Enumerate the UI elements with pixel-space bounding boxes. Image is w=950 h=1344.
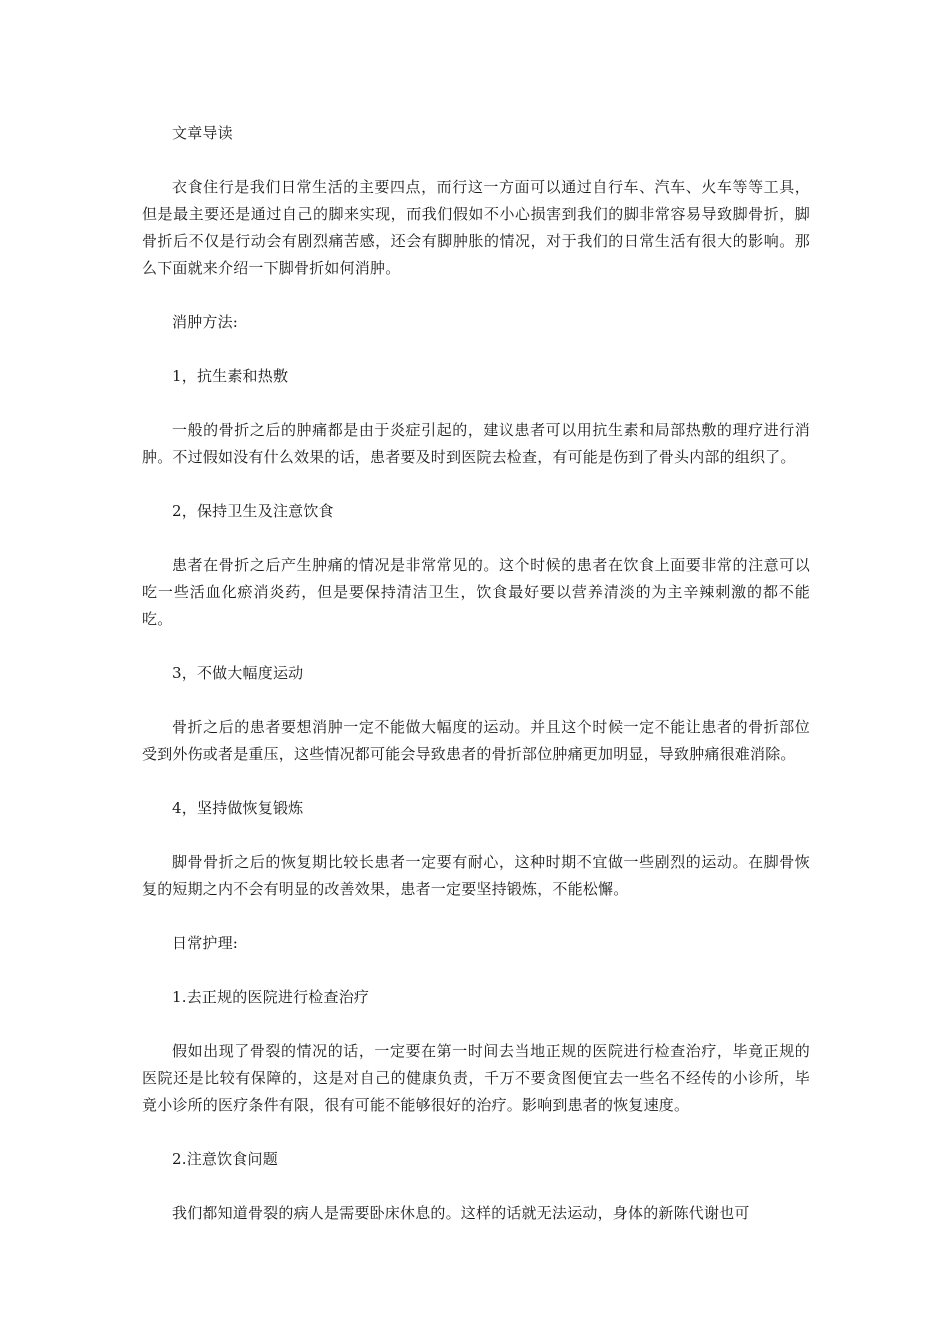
guide-title: 文章导读 (172, 124, 233, 142)
care-2-title: 2.注意饮食问题 (172, 1150, 278, 1168)
method-1-title: 1，抗生素和热敷 (172, 367, 289, 385)
section-title-care: 日常护理: (172, 934, 239, 952)
section-title-methods: 消肿方法: (172, 313, 239, 331)
care-1-paragraph: 假如出现了骨裂的情况的话，一定要在第一时间去当地正规的医院进行检查治疗，毕竟正规的医院还是比较有保障的，这是对自己的健康负责，千万不要贪图便宜去一些名不经传的小诊所，毕竟小诊所的医疗条件有限，很有可能不能够很好的治疗。影响到患者的恢复速度。 (142, 1042, 810, 1114)
document-page (142, 120, 810, 1227)
care-1-title: 1.去正规的医院进行检查治疗 (172, 988, 370, 1006)
method-3-paragraph: 骨折之后的患者要想消肿一定不能做大幅度的运动。并且这个时候一定不能让患者的骨折部位受到外伤或者是重压，这些情况都可能会导致患者的骨折部位肿痛更加明显，导致肿痛很难消除。 (142, 718, 810, 763)
method-4-title: 4，坚持做恢复锻炼 (172, 799, 304, 817)
method-2-title: 2，保持卫生及注意饮食 (172, 502, 334, 520)
method-2-paragraph: 患者在骨折之后产生肿痛的情况是非常常见的。这个时候的患者在饮食上面要非常的注意可以吃一些活血化瘀消炎药，但是要保持清洁卫生，饮食最好要以营养清淡的为主辛辣刺激的都不能吃。 (142, 556, 810, 628)
method-3-title: 3，不做大幅度运动 (172, 664, 304, 682)
method-1-paragraph: 一般的骨折之后的肿痛都是由于炎症引起的，建议患者可以用抗生素和局部热敷的理疗进行消肿。不过假如没有什么效果的话，患者要及时到医院去检查，有可能是伤到了骨头内部的组织了。 (142, 421, 810, 466)
care-2-paragraph: 我们都知道骨裂的病人是需要卧床休息的。这样的话就无法运动，身体的新陈代谢也可 (172, 1204, 750, 1222)
intro-paragraph: 衣食住行是我们日常生活的主要四点，而行这一方面可以通过自行车、汽车、火车等等工具，但是最主要还是通过自己的脚来实现，而我们假如不小心损害到我们的脚非常容易导致脚骨折，脚骨折后不仅是行动会有剧烈痛苦感，还会有脚肿胀的情况，对于我们的日常生活有很大的影响。那么下面就来介绍一下脚骨折如何消肿。 (142, 178, 810, 277)
method-4-paragraph: 脚骨骨折之后的恢复期比较长患者一定要有耐心，这种时期不宜做一些剧烈的运动。在脚骨恢复的短期之内不会有明显的改善效果，患者一定要坚持锻炼，不能松懈。 (142, 853, 810, 898)
